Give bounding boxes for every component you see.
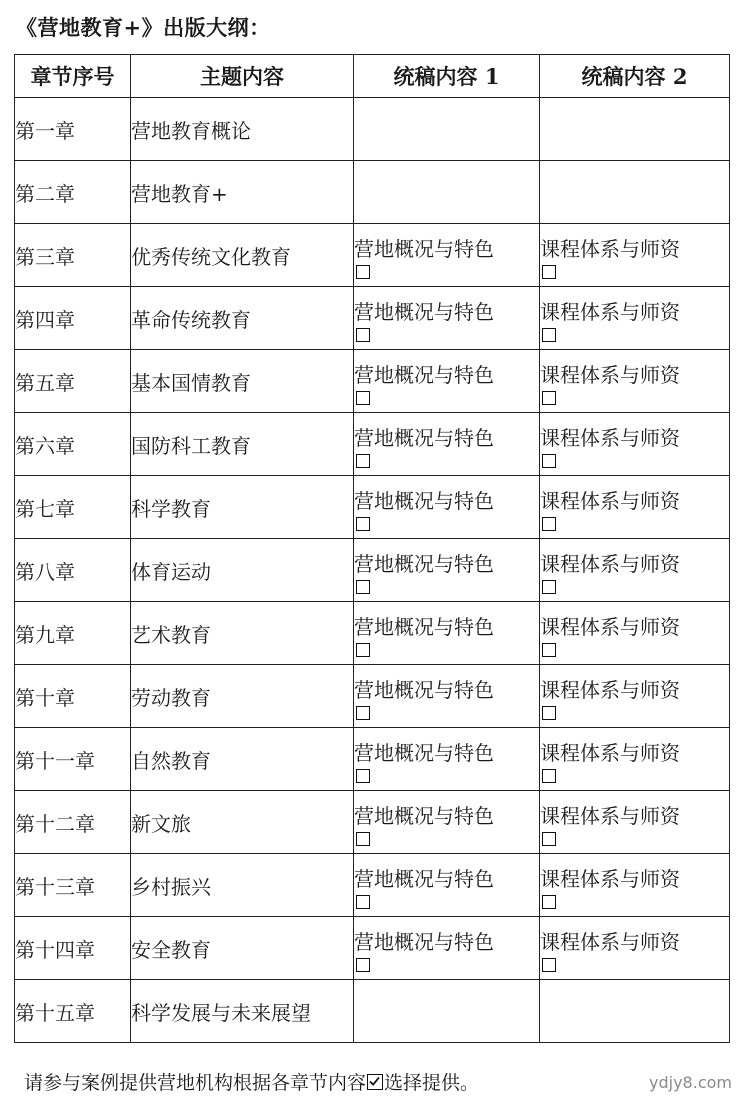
table-row [15, 98, 730, 161]
checkbox-icon[interactable] [356, 580, 370, 594]
content-1-cell [354, 476, 540, 539]
content-2-cell [540, 728, 730, 791]
content-1-label: 营地概况与特色 [354, 741, 494, 765]
content-2-cell [540, 539, 730, 602]
table-row [15, 476, 730, 539]
topic-cell: 国防科工教育 [131, 413, 354, 476]
table-row [15, 917, 730, 980]
table-row [15, 602, 730, 665]
table-row [15, 854, 730, 917]
content-2-cell [540, 350, 730, 413]
content-2-cell [540, 224, 730, 287]
header-chapter: 章节序号 [15, 55, 131, 98]
watermark-text: ydjy8.com [649, 1073, 732, 1092]
footer-note [24, 1068, 479, 1095]
content-2-label: 课程体系与师资 [540, 867, 680, 891]
chapter-cell: 第五章 [15, 350, 131, 413]
table-row [15, 161, 730, 224]
topic-cell: 科学教育 [131, 476, 354, 539]
chapter-cell: 第十五章 [15, 980, 131, 1043]
content-2-cell [540, 287, 730, 350]
content-2-label: 课程体系与师资 [540, 741, 680, 765]
footer-text-before: 请参与案例提供营地机构根据各章节内容 [24, 1072, 367, 1094]
chapter-cell: 第一章 [15, 98, 131, 161]
content-2-label: 课程体系与师资 [540, 678, 680, 702]
content-1-label: 营地概况与特色 [354, 804, 494, 828]
checkbox-icon[interactable] [356, 328, 370, 342]
chapter-cell: 第二章 [15, 161, 131, 224]
chapter-cell: 第七章 [15, 476, 131, 539]
table-row [15, 539, 730, 602]
content-1-cell [354, 161, 540, 224]
topic-cell: 优秀传统文化教育 [131, 224, 354, 287]
content-2-label: 课程体系与师资 [540, 363, 680, 387]
document-title: 《营地教育+》出版大纲： [16, 15, 271, 40]
content-2-cell [540, 854, 730, 917]
table-row [15, 728, 730, 791]
content-2-label: 课程体系与师资 [540, 930, 680, 954]
content-1-label: 营地概况与特色 [354, 552, 494, 576]
chapter-cell: 第八章 [15, 539, 131, 602]
topic-cell: 革命传统教育 [131, 287, 354, 350]
checkbox-icon[interactable] [542, 517, 556, 531]
checkbox-icon[interactable] [356, 391, 370, 405]
content-1-label: 营地概况与特色 [354, 363, 494, 387]
table-header-row [15, 55, 730, 98]
checkbox-icon[interactable] [356, 454, 370, 468]
content-1-cell [354, 413, 540, 476]
checkbox-icon[interactable] [356, 832, 370, 846]
chapter-cell: 第十四章 [15, 917, 131, 980]
outline-table [14, 54, 730, 1043]
checked-box-icon [367, 1074, 383, 1090]
table-row [15, 665, 730, 728]
chapter-cell: 第四章 [15, 287, 131, 350]
chapter-cell: 第六章 [15, 413, 131, 476]
checkbox-icon[interactable] [356, 706, 370, 720]
content-1-cell [354, 728, 540, 791]
checkbox-icon[interactable] [542, 391, 556, 405]
content-2-label: 课程体系与师资 [540, 426, 680, 450]
content-1-cell [354, 980, 540, 1043]
chapter-cell: 第十二章 [15, 791, 131, 854]
content-2-cell [540, 98, 730, 161]
content-2-cell [540, 413, 730, 476]
content-2-label: 课程体系与师资 [540, 489, 680, 513]
content-1-cell [354, 350, 540, 413]
content-2-cell [540, 476, 730, 539]
table-row [15, 980, 730, 1043]
content-1-cell [354, 539, 540, 602]
topic-cell: 基本国情教育 [131, 350, 354, 413]
content-1-label: 营地概况与特色 [354, 300, 494, 324]
content-1-cell [354, 665, 540, 728]
topic-cell: 艺术教育 [131, 602, 354, 665]
checkbox-icon[interactable] [356, 643, 370, 657]
checkbox-icon[interactable] [356, 769, 370, 783]
content-1-label: 营地概况与特色 [354, 237, 494, 261]
footer-text-after: 选择提供。 [384, 1072, 480, 1094]
topic-cell: 劳动教育 [131, 665, 354, 728]
checkbox-icon[interactable] [542, 895, 556, 909]
checkbox-icon[interactable] [542, 643, 556, 657]
table-row [15, 413, 730, 476]
checkbox-icon[interactable] [356, 958, 370, 972]
content-1-cell [354, 602, 540, 665]
chapter-cell: 第九章 [15, 602, 131, 665]
checkbox-icon[interactable] [542, 580, 556, 594]
content-2-label: 课程体系与师资 [540, 300, 680, 324]
header-content-2: 统稿内容 2 [540, 55, 730, 98]
content-1-cell [354, 854, 540, 917]
content-2-label: 课程体系与师资 [540, 804, 680, 828]
content-2-cell [540, 791, 730, 854]
topic-cell: 新文旅 [131, 791, 354, 854]
content-1-label: 营地概况与特色 [354, 489, 494, 513]
content-1-cell [354, 287, 540, 350]
topic-cell: 科学发展与未来展望 [131, 980, 354, 1043]
chapter-cell: 第十一章 [15, 728, 131, 791]
header-topic: 主题内容 [131, 55, 354, 98]
content-2-cell [540, 980, 730, 1043]
content-2-cell [540, 665, 730, 728]
content-1-cell [354, 917, 540, 980]
table-row [15, 350, 730, 413]
checkbox-icon[interactable] [542, 454, 556, 468]
topic-cell: 安全教育 [131, 917, 354, 980]
checkbox-icon[interactable] [542, 706, 556, 720]
table-row [15, 224, 730, 287]
content-2-cell [540, 602, 730, 665]
content-1-label: 营地概况与特色 [354, 426, 494, 450]
chapter-cell: 第十章 [15, 665, 131, 728]
checkbox-icon[interactable] [356, 265, 370, 279]
checkbox-icon[interactable] [542, 769, 556, 783]
chapter-cell: 第三章 [15, 224, 131, 287]
topic-cell: 营地教育概论 [131, 98, 354, 161]
content-2-cell [540, 161, 730, 224]
topic-cell: 营地教育+ [131, 161, 354, 224]
table-row [15, 791, 730, 854]
checkbox-icon[interactable] [356, 517, 370, 531]
header-content-1: 统稿内容 1 [354, 55, 540, 98]
checkbox-icon[interactable] [356, 895, 370, 909]
content-1-label: 营地概况与特色 [354, 678, 494, 702]
checkbox-icon[interactable] [542, 958, 556, 972]
content-1-cell [354, 791, 540, 854]
checkbox-icon[interactable] [542, 265, 556, 279]
checkbox-icon[interactable] [542, 328, 556, 342]
topic-cell: 乡村振兴 [131, 854, 354, 917]
chapter-cell: 第十三章 [15, 854, 131, 917]
content-2-label: 课程体系与师资 [540, 615, 680, 639]
topic-cell: 体育运动 [131, 539, 354, 602]
table-row [15, 287, 730, 350]
checkbox-icon[interactable] [542, 832, 556, 846]
topic-cell: 自然教育 [131, 728, 354, 791]
content-1-label: 营地概况与特色 [354, 867, 494, 891]
content-2-cell [540, 917, 730, 980]
content-1-label: 营地概况与特色 [354, 615, 494, 639]
content-1-cell [354, 224, 540, 287]
content-1-label: 营地概况与特色 [354, 930, 494, 954]
content-2-label: 课程体系与师资 [540, 237, 680, 261]
content-2-label: 课程体系与师资 [540, 552, 680, 576]
content-1-cell [354, 98, 540, 161]
